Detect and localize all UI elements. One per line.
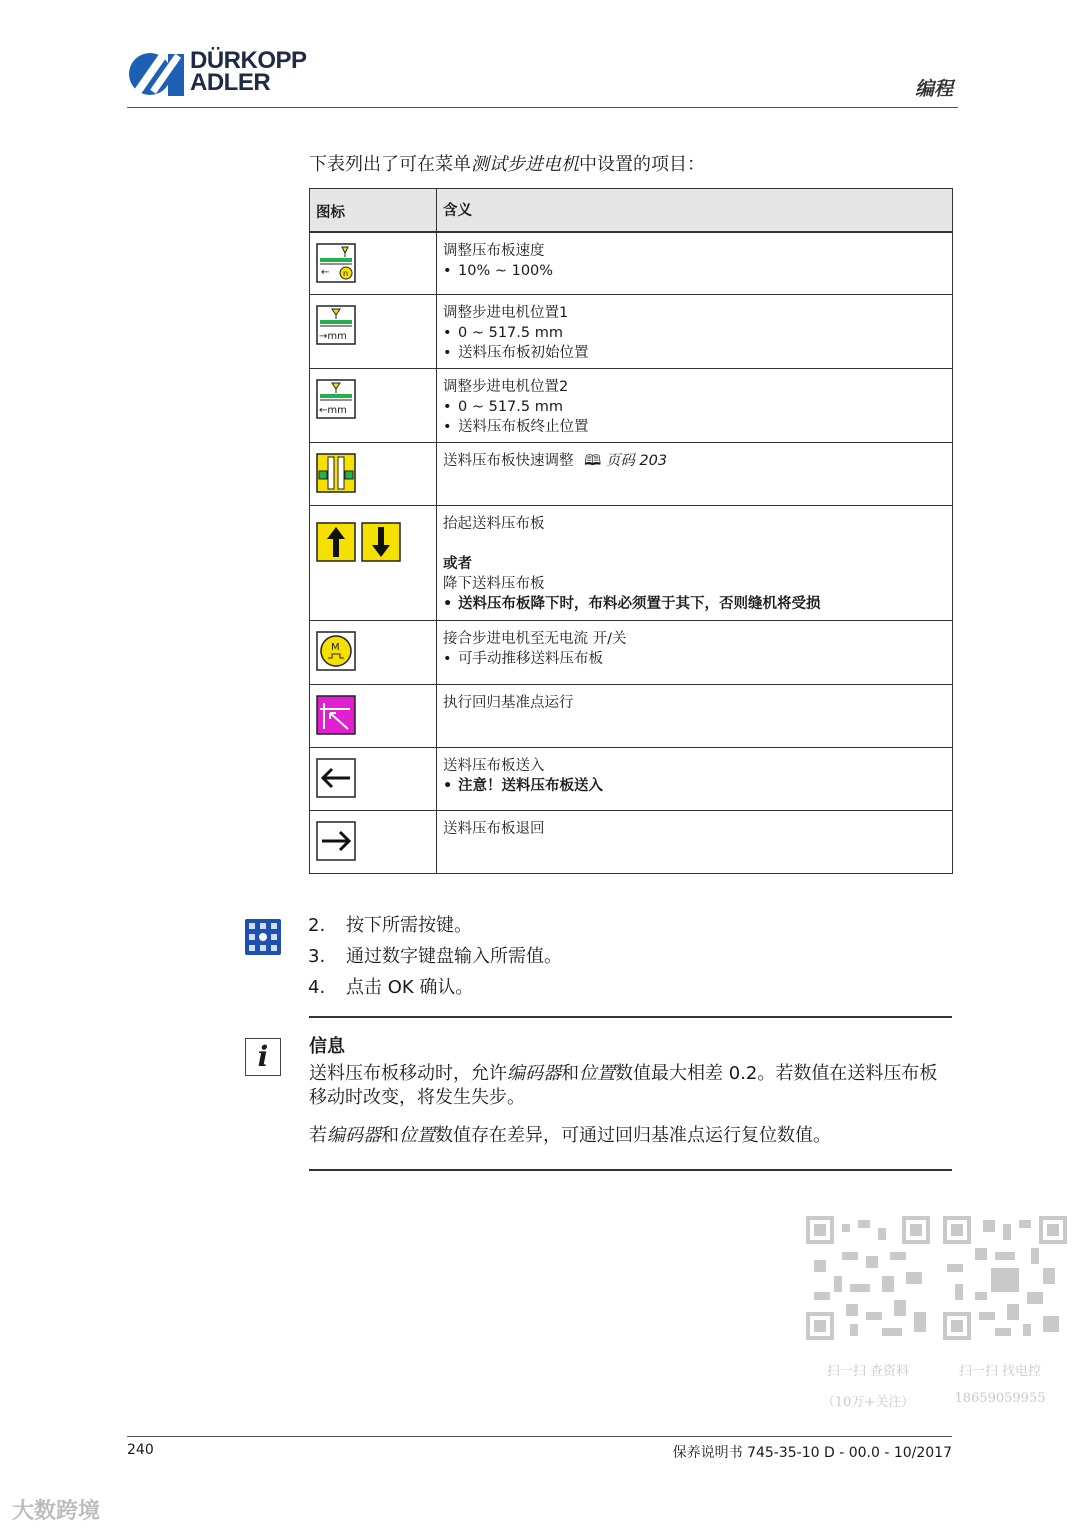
clamp-quick-adjust-icon bbox=[316, 453, 356, 493]
row-bullet: • 0 ~ 517.5 mm bbox=[443, 397, 952, 417]
arrow-right-icon bbox=[316, 821, 356, 861]
reference-run-icon bbox=[316, 695, 356, 735]
intro-text bbox=[309, 150, 705, 176]
book-icon: 🕮 bbox=[584, 453, 602, 469]
brand-line2: ADLER bbox=[190, 69, 271, 96]
row-bullet: • 送料压布板初始位置 bbox=[443, 343, 952, 363]
page-number: 240 bbox=[127, 1442, 154, 1458]
document-reference: 保养说明书 745-35-10 D - 00.0 - 10/2017 bbox=[672, 1445, 952, 1461]
row-title: 调整步进电机位置1 bbox=[443, 305, 569, 321]
motor-current-off-icon bbox=[316, 631, 356, 671]
section-title: 编程 bbox=[914, 78, 953, 100]
watermark-text: 大数跨境 bbox=[12, 1499, 101, 1524]
table-row bbox=[310, 295, 952, 369]
svg-text:→mm: →mm bbox=[319, 331, 347, 342]
table-row bbox=[310, 233, 952, 295]
table-row bbox=[310, 748, 952, 811]
footer-divider bbox=[127, 1436, 952, 1437]
row-title: 接合步进电机至无电流 开/关 bbox=[443, 631, 627, 647]
row-title: 调整步进电机位置2 bbox=[443, 379, 569, 395]
row-bullet: • 送料压布板终止位置 bbox=[443, 417, 952, 437]
step-item: 2. 按下所需按键。 bbox=[308, 915, 472, 936]
info-title: 信息 bbox=[309, 1036, 345, 1057]
svg-text:←: ← bbox=[321, 267, 330, 278]
settings-table bbox=[309, 188, 953, 874]
row-bullet: • 0 ~ 517.5 mm bbox=[443, 323, 952, 343]
row-or: 或者 bbox=[443, 556, 472, 572]
header-divider bbox=[127, 107, 958, 108]
arrow-down-icon bbox=[361, 522, 401, 562]
intro-before: 下表列出了可在菜单 bbox=[309, 154, 471, 175]
table-row bbox=[310, 369, 952, 443]
table-header bbox=[310, 189, 952, 233]
motor-position-2-icon bbox=[316, 379, 356, 419]
row-title: 调整压布板速度 bbox=[443, 243, 545, 259]
table-row bbox=[310, 443, 952, 506]
qr-caption-2: 扫一扫 找电控 18659059955 bbox=[954, 1364, 1046, 1406]
row-bullet: • 送料压布板降下时，布料必须置于其下，否则缝机将受损 bbox=[443, 594, 952, 614]
intro-after: 中设置的项目： bbox=[579, 154, 705, 175]
durkopp-adler-logo bbox=[128, 47, 328, 100]
logo-mark-icon bbox=[128, 50, 186, 98]
brand-line1: DÜRKOPP bbox=[190, 47, 307, 74]
step-item: 4. 点击 OK 确认。 bbox=[308, 977, 474, 998]
row-bullet: • 可手动推移送料压布板 bbox=[443, 649, 952, 669]
intro-menu-name: 测试步进电机 bbox=[471, 154, 579, 175]
step-item: 3. 通过数字键盘输入所需值。 bbox=[308, 946, 562, 967]
table-row bbox=[310, 811, 952, 874]
row-title: 抬起送料压布板 bbox=[443, 516, 545, 532]
row-title: 送料压布板送入 bbox=[443, 758, 545, 774]
table-row bbox=[310, 621, 952, 685]
keypad-icon bbox=[245, 919, 281, 955]
clamp-speed-icon bbox=[316, 243, 356, 283]
info-divider-bottom bbox=[309, 1169, 952, 1171]
motor-position-1-icon bbox=[316, 305, 356, 345]
qr-code-icon bbox=[806, 1216, 930, 1340]
info-paragraph-2: 若编码器和位置数值存在差异，可通过回归基准点运行复位数值。 bbox=[309, 1125, 831, 1146]
qr-caption-1: 扫一扫 查资料 （10万+关注） bbox=[821, 1364, 915, 1410]
svg-text:M: M bbox=[331, 642, 340, 653]
info-divider-top bbox=[309, 1016, 952, 1018]
qr-code-icon bbox=[943, 1216, 1067, 1340]
arrow-up-icon bbox=[316, 522, 356, 562]
table-row bbox=[310, 685, 952, 748]
row-bullet: • 注意！送料压布板送入 bbox=[443, 776, 952, 796]
steps-list bbox=[308, 910, 562, 1003]
row-title-2: 降下送料压布板 bbox=[443, 576, 545, 592]
info-icon: i bbox=[245, 1038, 281, 1076]
col-meaning-header: 含义 bbox=[443, 203, 472, 219]
row-title: 送料压布板退回 bbox=[443, 821, 545, 837]
table-row bbox=[310, 506, 952, 621]
row-title: 执行回归基准点运行 bbox=[443, 695, 574, 711]
arrow-left-icon bbox=[316, 758, 356, 798]
svg-text:n: n bbox=[343, 269, 349, 278]
page-reference-link[interactable]: 页码 203 bbox=[605, 453, 668, 469]
row-bullet: • 10% ~ 100% bbox=[443, 261, 952, 281]
info-paragraph-1: 送料压布板移动时，允许编码器和位置数值最大相差 0.2。若数值在送料压布板移动时改变，将发生失步。 bbox=[309, 1063, 938, 1108]
svg-text:←mm: ←mm bbox=[319, 405, 347, 416]
col-icon-header: 图标 bbox=[310, 189, 437, 231]
row-title: 送料压布板快速调整 bbox=[443, 453, 574, 469]
